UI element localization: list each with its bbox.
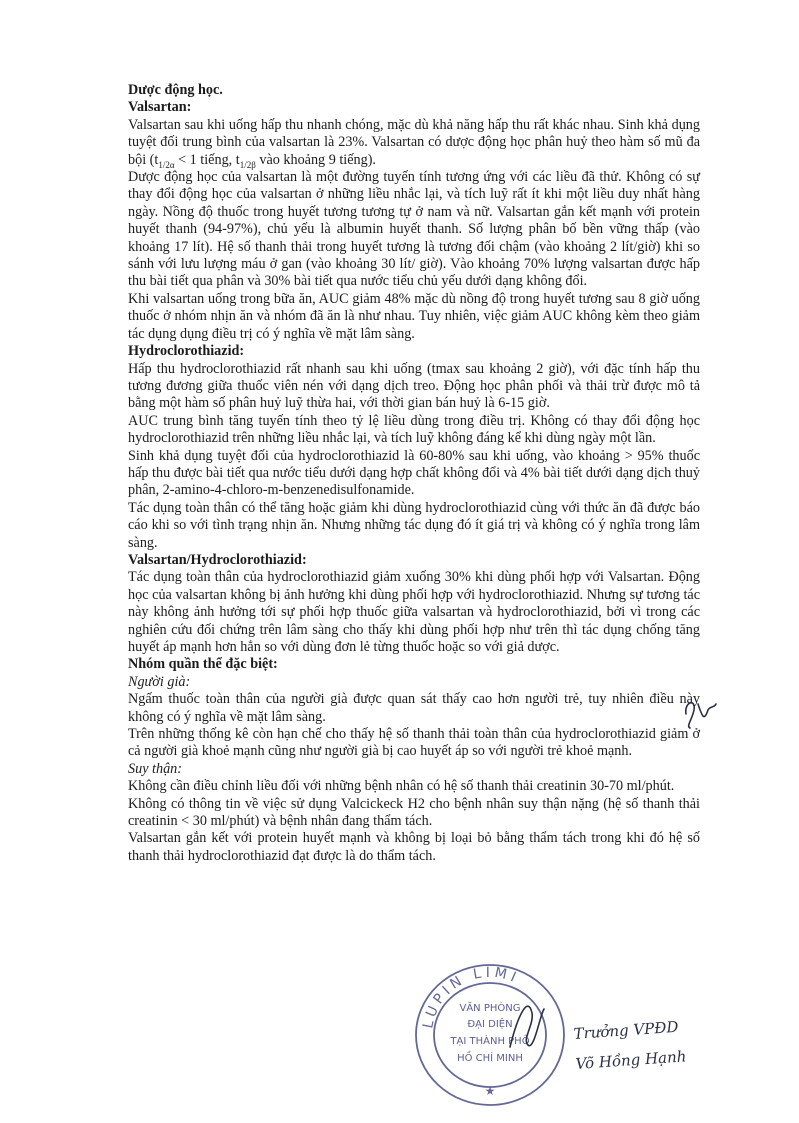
svg-text:Võ Hồng Hạnh: Võ Hồng Hạnh: [575, 1047, 687, 1073]
paragraph-hctz-food: Tác dụng toàn thân có thể tăng hoặc giảm khi dùng hydroclorothiazid cùng với thức ăn đã được báo cáo khi so với tình trạng nhịn ăn. Nhưng những tác dụng đó ít giá trị và không có ý nghĩa trong lâm sàng.: [128, 499, 700, 551]
paragraph-valsartan-kinetics: Dược động học của valsartan là một đường tuyến tính tương ứng với các liều đã thử. Không có sự thay đổi động học của valsartan ở những liều nhắc lại, và tích luỹ rất ít khi một liều duy nhất hàng ngày. Nồng độ thuốc trong huyết tương tương tự ở nam và nữ. Valsartan gắn kết mạnh với protein huyết thanh (94-97%), chủ yếu là albumin huyết thanh. Số lượng phân bố bền vững thấp (vào khoảng 17 lít). Hệ số thanh thải trong huyết tương là tương đối chậm (vào khoảng 2 lít/giờ) khi so sánh với lưu lượng máu ở gan (vào khoảng 30 lít/ giờ). Vào khoảng 70% lượng valsartan được hấp thu bài tiết qua phân và 30% bài tiết qua nước tiểu chủ yếu dưới dạng không đổi.: [128, 169, 700, 290]
svg-text:★: ★: [484, 1084, 496, 1098]
subheading-hydroclorothiazid: Hydroclorothiazid:: [128, 343, 245, 360]
paragraph-renal-dialysis: Valsartan gắn kết với protein huyết mạnh và không bị loại bỏ bằng thẩm tách trong khi đó hệ số thanh thải hydroclorothiazid đạt được là do thẩm tách.: [128, 830, 700, 864]
handwritten-signature: [570, 1015, 705, 1085]
initial-mark: [680, 692, 722, 732]
svg-text:Trưởng VPĐD: Trưởng VPĐD: [573, 1017, 679, 1043]
svg-text:HỒ CHÍ MINH: HỒ CHÍ MINH: [457, 1053, 523, 1064]
paragraph-hctz-absorption: Hấp thu hydroclorothiazid rất nhanh sau khi uống (tmax sau khoảng 2 giờ), với đặc tính hấp thu tương đương giữa thuốc viên nén với dạng dịch treo. Động học phân phối và thải trừ được mô tả bằng một hàm số phân huỷ luỹ thừa hai, với thời gian bán huỷ là 6-15 giờ.: [128, 360, 700, 412]
paragraph-combination: Tác dụng toàn thân của hydroclorothiazid giảm xuống 30% khi dùng phối hợp với Valsartan. Động học của valsartan không bị ảnh hưởng khi dùng phối hợp với hydroclorothiazid. Nhưng sự tương tác này không ảnh hưởng tới sự phối hợp thuốc giữa valsartan và hydroclorothiazid, bởi vì trong các nghiên cứu đối chứng trên lâm sàng cho thấy khi dùng phối hợp như trên thì tác dụng chống tăng huyết áp mạnh hơn hẳn so với dùng đơn lẻ từng thuốc hoặc so với giả dược.: [128, 569, 700, 655]
paragraph-elderly-clearance: Trên những thống kê còn hạn chế cho thấy hệ số thanh thải toàn thân của hydroclorothiazid giảm ở cả người già khoẻ mạnh cũng như người già bị cao huyết áp so với người trẻ khoẻ mạnh.: [128, 726, 700, 760]
svg-text:ĐẠI DIỆN: ĐẠI DIỆN: [467, 1019, 513, 1030]
paragraph-valsartan-absorption: Valsartan sau khi uống hấp thu nhanh chóng, mặc dù khả năng hấp thu rất khác nhau. Sinh khả dụng tuyệt đối trung bình của valsartan là 23%. Valsartan có dược động học phân huỷ theo hàm số mũ đa bội ($t_{1/2\alpha} < 1$ tiếng, $t_{1/2\beta}$ vào khoảng 9 tiếng).: [128, 116, 700, 170]
section-heading-pharmacokinetics: Dược động học.: [128, 82, 223, 98]
paragraph-valsartan-food: Khi valsartan uống trong bữa ăn, AUC giảm 48% mặc dù nồng độ trong huyết tương sau 8 giờ uống thuốc ở nhóm nhịn ăn và nhóm đã ăn là như nhau. Tuy nhiên, việc giảm AUC không kèm theo giảm tác dụng dụng điều trị có ý nghĩa về mặt lâm sàng.: [128, 290, 700, 342]
svg-text:LUPIN LIMI: LUPIN LIMI: [420, 964, 522, 1030]
paragraph-hctz-bioavailability: Sinh khả dụng tuyệt đối của hydroclorothiazid là 60-80% sau khi uống, vào khoảng > 95% thuốc hấp thu được bài tiết qua nước tiểu dưới dạng hợp chất không đổi và 4% bài tiết dưới dạng dịch thuỷ phân, 2-amino-4-chloro-m-benzenedisulfonamide.: [128, 447, 700, 499]
subheading-combination: Valsartan/Hydroclorothiazid:: [128, 551, 307, 568]
subheading-renal: Suy thận:: [128, 760, 182, 777]
svg-text:VĂN PHÒNG: VĂN PHÒNG: [459, 1003, 521, 1014]
subheading-valsartan: Valsartan:: [128, 99, 192, 116]
paragraph-elderly-exposure: Ngấm thuốc toàn thân của người già được quan sát thấy cao hơn người trẻ, tuy nhiên điều này không có ý nghĩa về mặt lâm sàng.: [128, 691, 700, 725]
official-stamp: [410, 955, 570, 1110]
svg-text:TẠI THÀNH PHỐ: TẠI THÀNH PHỐ: [450, 1036, 530, 1047]
paragraph-renal-severe: Không có thông tin về việc sử dụng Valcickeck H2 cho bệnh nhân suy thận nặng (hệ số thanh thải creatinin < 30 ml/phút) và bệnh nhân đang thẩm tách.: [128, 795, 700, 830]
subheading-special-populations: Nhóm quần thể đặc biệt:: [128, 656, 278, 673]
paragraph-renal-dose: Không cần điều chỉnh liều đối với những bệnh nhân có hệ số thanh thải creatinin 30-70 ml/phút.: [128, 778, 675, 795]
subheading-elderly: Người già:: [128, 673, 191, 690]
paragraph-hctz-auc: AUC trung bình tăng tuyến tính theo tỷ lệ liều dùng trong điều trị. Không có thay đổi động học hydroclorothiazid trên những liều nhắc lại, và tích luỹ không đáng kể khi dùng ngày một lần.: [128, 412, 700, 447]
document-page: [128, 82, 700, 865]
